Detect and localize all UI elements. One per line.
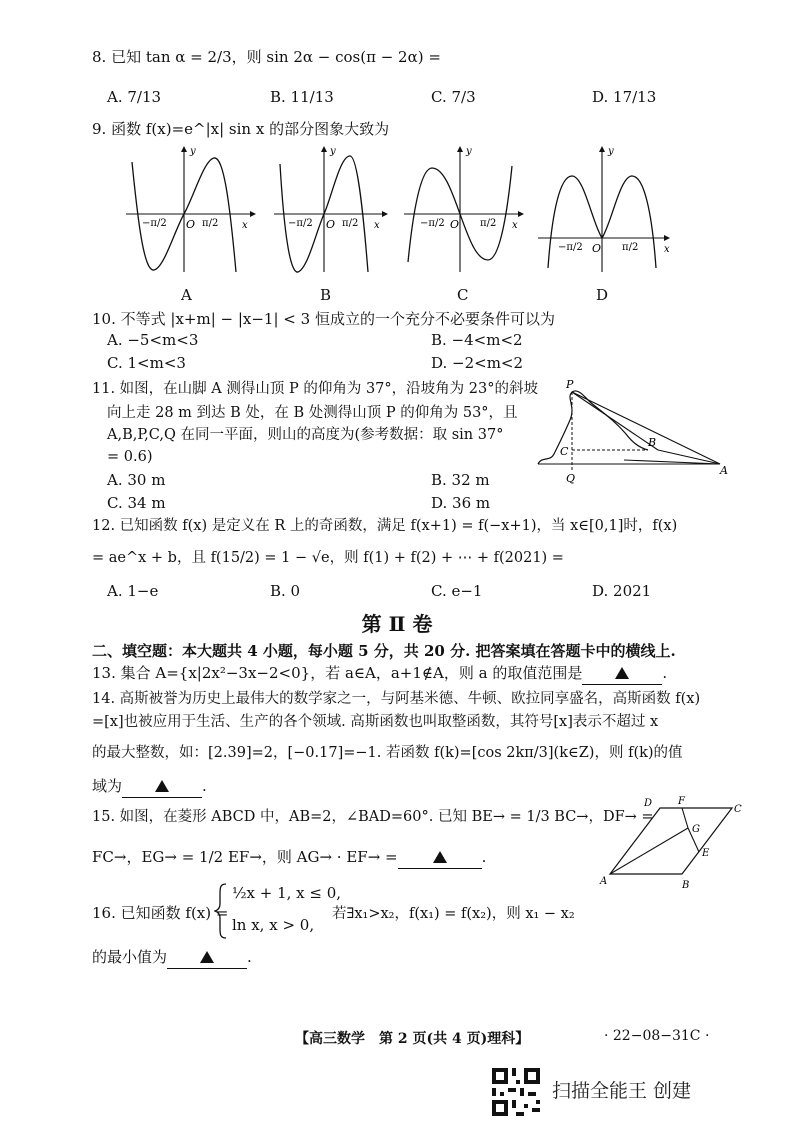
q9-graph-c <box>400 142 528 302</box>
q16-case2: ln x, x > 0, <box>232 916 315 934</box>
footer-code: · 22−08−31C · <box>604 1028 710 1044</box>
label-b: B <box>682 880 690 891</box>
label-a: A <box>720 464 728 477</box>
answer-blank <box>582 662 662 685</box>
q16-case1: ½x + 1, x ≤ 0, <box>232 884 342 902</box>
answer-triangle-icon <box>200 951 214 963</box>
q15-line2: FC→，EG→ = 1/2 EF→，则 AG→ · EF→ = <box>92 848 398 866</box>
answer-blank <box>167 946 247 969</box>
answer-triangle-icon <box>155 780 169 792</box>
q13-end: . <box>662 664 668 682</box>
q13-stem: 13. 集合 A={x|2x²−3x−2<0}，若 a∈A，a+1∉A，则 a 的取值范围是 <box>92 664 583 682</box>
answer-blank <box>398 846 482 869</box>
q12-option-c: C. e−1 <box>431 582 483 600</box>
q9-label-a: A <box>181 286 192 304</box>
q11-option-a: A. 30 m <box>107 471 166 489</box>
axis-x-label: x <box>512 220 518 231</box>
q9-graph-b <box>270 142 390 302</box>
axis-y-label: y <box>190 146 196 157</box>
q15-line1: 15. 如图，在菱形 ABCD 中，AB=2，∠BAD=60°. 已知 BE→ = 1/3 BC→，DF→ = <box>92 809 654 825</box>
q15-rhombus-figure <box>596 794 746 894</box>
axis-x-label: x <box>374 220 380 231</box>
q16-end: . <box>247 948 252 966</box>
q15-line2-wrap <box>92 846 602 869</box>
q10-option-a: A. −5<m<3 <box>107 331 199 349</box>
q12-line2: = ae^x + b，且 f(15/2) = 1 − √e，则 f(1) + f(2) + ⋯ + f(2021) = <box>92 550 564 566</box>
pos-tick-label: π/2 <box>480 218 497 229</box>
footer-course-info: 【高三数学 第 2 页(共 4 页)理科】 <box>295 1031 530 1047</box>
q10-option-d: D. −2<m<2 <box>431 354 524 372</box>
q8-option-b: B. 11/13 <box>270 88 334 106</box>
q9-label-d: D <box>596 286 609 304</box>
q9-label-b: B <box>320 286 332 304</box>
pos-tick-label: π/2 <box>202 218 219 229</box>
q13 <box>92 662 702 685</box>
q12-option-d: D. 2021 <box>592 582 652 600</box>
q11-option-c: C. 34 m <box>107 494 166 512</box>
label-e: E <box>702 848 710 859</box>
q11-option-b: B. 32 m <box>431 471 490 489</box>
neg-tick-label: −π/2 <box>420 218 445 229</box>
axis-y-label: y <box>330 146 336 157</box>
q16-stem: 16. 已知函数 f(x) = <box>92 904 229 922</box>
part-2-title: 第 Ⅱ 卷 <box>361 612 433 636</box>
answer-blank <box>122 775 202 798</box>
answer-triangle-icon <box>433 851 447 863</box>
q14-line2: =[x]也被应用于生活、生产的各个领域. 高斯函数也叫取整函数，其符号[x]表示不超过 x <box>92 714 659 730</box>
label-c: C <box>560 445 569 458</box>
q16-line2-wrap <box>92 946 702 969</box>
piecewise-brace-icon <box>214 882 228 940</box>
q10-option-c: C. 1<m<3 <box>107 354 186 372</box>
q9-graph-a <box>122 142 258 302</box>
label-c: C <box>734 804 742 815</box>
label-g: G <box>692 824 700 835</box>
label-q: Q <box>566 472 576 485</box>
q11-line1: 11. 如图，在山脚 A 测得山顶 P 的仰角为 37°，沿坡角为 23°的斜坡 <box>92 381 538 397</box>
axis-y-label: y <box>608 146 614 157</box>
label-a: A <box>600 876 608 887</box>
q8-option-a: A. 7/13 <box>107 88 162 106</box>
section-2-header: 二、填空题：本大题共 4 小题，每小题 5 分，共 20 分. 把答案填在答题卡中的横线上. <box>92 642 676 660</box>
q11-line3: A,B,P,C,Q 在同一平面，则山的高度为(参考数据：取 sin 37° <box>107 427 504 443</box>
origin-label: O <box>326 218 336 231</box>
q10-option-b: B. −4<m<2 <box>431 331 523 349</box>
q16-line2: 的最小值为 <box>92 948 168 966</box>
q8-option-d: D. 17/13 <box>592 88 657 106</box>
axis-y-label: y <box>466 146 472 157</box>
label-f: F <box>678 796 685 807</box>
q14-end: . <box>202 777 207 795</box>
q10-stem: 10. 不等式 |x+m| − |x−1| < 3 恒成立的一个充分不必要条件可以为 <box>92 310 555 328</box>
label-p: P <box>566 378 574 391</box>
qr-code-icon <box>492 1068 540 1116</box>
axis-x-label: x <box>242 220 248 231</box>
q12-line1: 12. 已知函数 f(x) 是定义在 R 上的奇函数，满足 f(x+1) = f(−x+1)，当 x∈[0,1]时，f(x) <box>92 518 678 534</box>
q14-line1: 14. 高斯被誉为历史上最伟大的数学家之一，与阿基米德、牛顿、欧拉同享盛名，高斯函数 f(x) <box>92 691 701 707</box>
axis-x-label: x <box>664 244 670 255</box>
q15-end: . <box>481 848 487 866</box>
neg-tick-label: −π/2 <box>142 218 167 229</box>
q8-option-c: C. 7/3 <box>431 88 476 106</box>
q9-stem: 9. 函数 f(x)=e^|x| sin x 的部分图象大致为 <box>92 120 390 138</box>
q12-option-b: B. 0 <box>270 582 301 600</box>
q11-line2: 向上走 28 m 到达 B 处，在 B 处测得山顶 P 的仰角为 53°，且 <box>107 405 518 421</box>
q9-graph-d <box>534 142 674 302</box>
q14-line4-text: 域为 <box>92 777 123 795</box>
q12-option-a: A. 1−e <box>107 582 159 600</box>
q8-stem: 8. 已知 tan α = 2/3，则 sin 2α − cos(π − 2α) = <box>92 48 441 66</box>
origin-label: O <box>450 218 460 231</box>
q14-line3: 的最大整数，如：[2.39]=2，[−0.17]=−1. 若函数 f(k)=[cos 2kπ/3](k∈Z)，则 f(k)的值 <box>92 745 683 761</box>
q11-mountain-figure <box>530 376 730 486</box>
q11-option-d: D. 36 m <box>431 494 491 512</box>
neg-tick-label: −π/2 <box>558 242 583 253</box>
label-b: B <box>648 436 657 449</box>
scanner-watermark: 扫描全能王 创建 <box>552 1080 692 1102</box>
origin-label: O <box>186 218 196 231</box>
origin-label: O <box>592 242 602 255</box>
pos-tick-label: π/2 <box>342 218 359 229</box>
pos-tick-label: π/2 <box>622 242 639 253</box>
answer-triangle-icon <box>615 667 629 679</box>
label-d: D <box>644 798 653 809</box>
neg-tick-label: −π/2 <box>288 218 313 229</box>
q16-cond: 若∃x₁>x₂，f(x₁) = f(x₂)，则 x₁ − x₂ <box>332 906 575 922</box>
q11-line4: = 0.6) <box>107 449 153 465</box>
q9-label-c: C <box>457 286 469 304</box>
